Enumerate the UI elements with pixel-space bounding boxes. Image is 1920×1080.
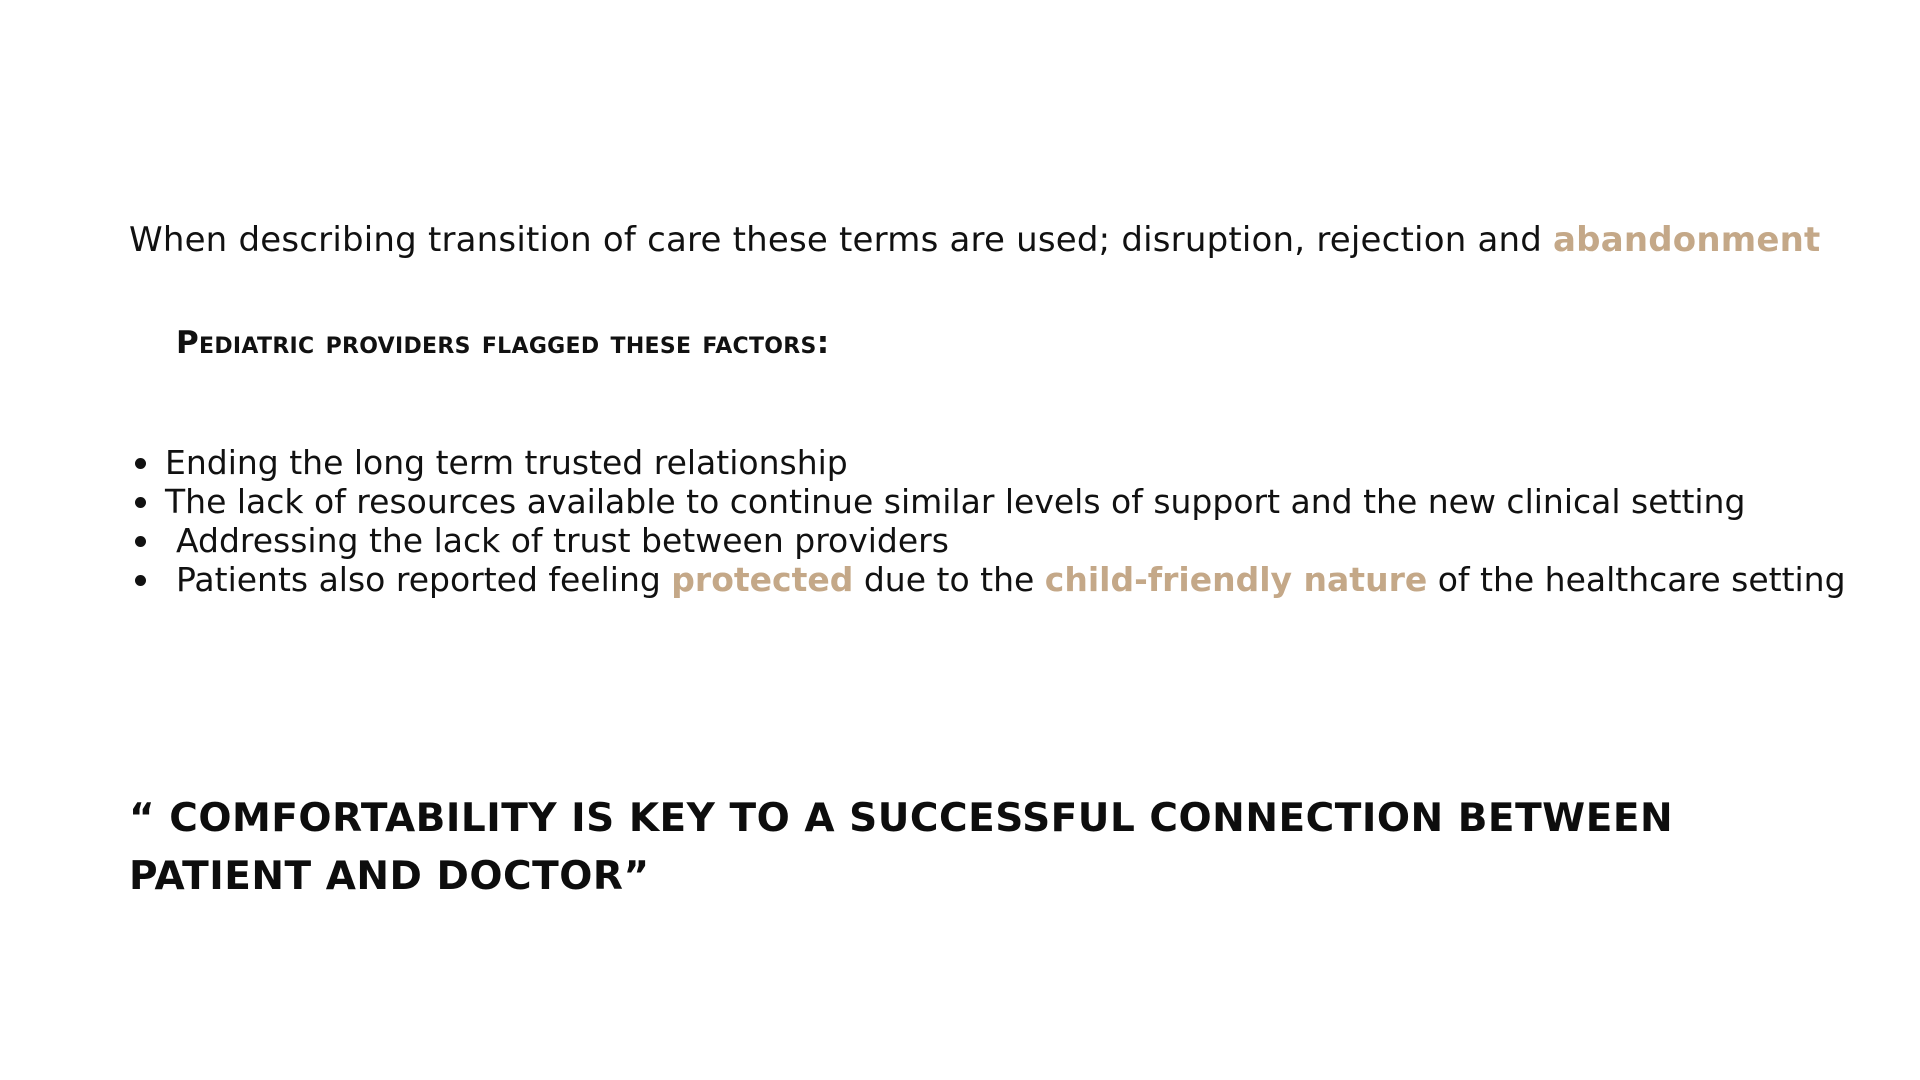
factor-list xyxy=(129,443,1846,599)
accent-word-protected: protected xyxy=(671,560,854,599)
intro-sentence xyxy=(129,218,1821,262)
section-heading: Pediatric providers flagged these factors: xyxy=(176,325,830,361)
list-item-text xyxy=(165,560,1846,599)
list-item xyxy=(129,482,1846,521)
list-item xyxy=(129,560,1846,599)
bullet-icon xyxy=(135,575,146,586)
bullet-icon xyxy=(135,497,146,508)
list-item-text: Addressing the lack of trust between providers xyxy=(176,521,949,560)
list-item-text: The lack of resources available to continue similar levels of support and the new clinical setting xyxy=(165,482,1746,521)
list-item-text-part: due to the xyxy=(853,560,1045,599)
list-item-text-part: Patients also reported feeling xyxy=(176,560,672,599)
list-item xyxy=(129,521,1846,560)
list-item-text-part: of the healthcare setting xyxy=(1427,560,1846,599)
quote-text: “ COMFORTABILITY IS KEY TO A SUCCESSFUL CONNECTION BETWEEN PATIENT AND DOCTOR” xyxy=(129,796,1674,899)
list-item xyxy=(129,443,1846,482)
intro-accent-word: abandonment xyxy=(1553,220,1821,260)
list-item-text: Ending the long term trusted relationship xyxy=(165,443,848,482)
accent-phrase-child-friendly: child-friendly nature xyxy=(1044,560,1428,599)
bullet-icon xyxy=(135,458,146,469)
intro-text: When describing transition of care these terms are used; disruption, rejection and xyxy=(129,220,1554,260)
bullet-icon xyxy=(135,536,146,547)
